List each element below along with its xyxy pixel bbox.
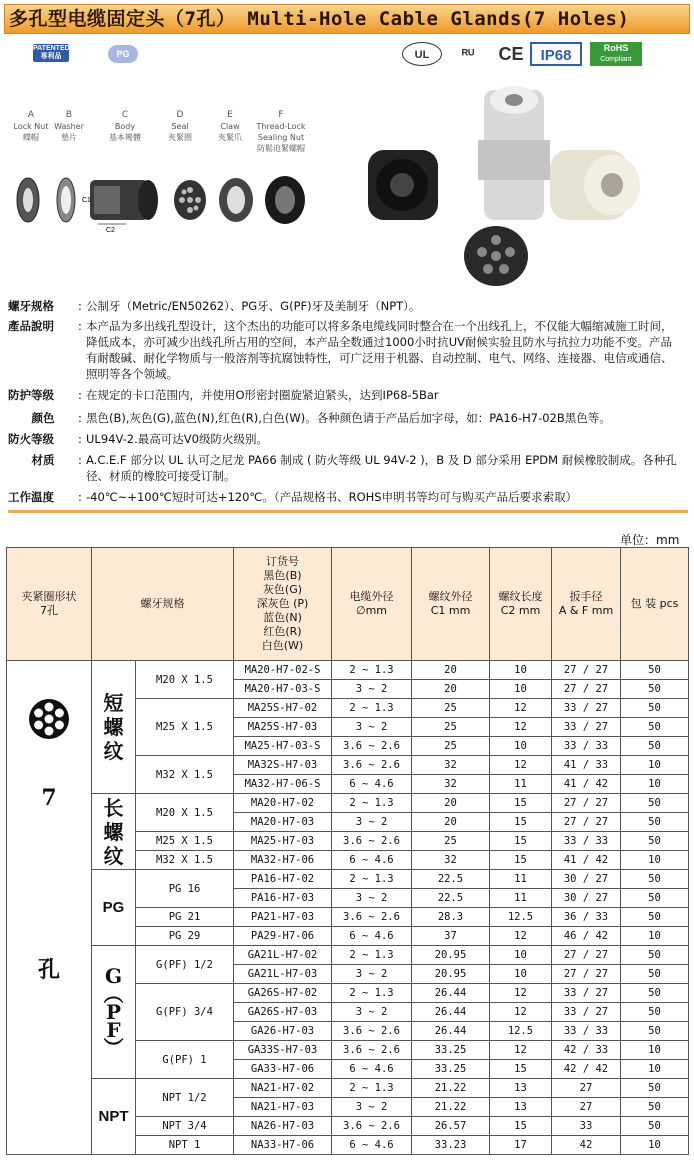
- order-number-cell: GA33-H7-06: [234, 1060, 332, 1079]
- c2-cell: 10: [490, 680, 552, 699]
- pack-cell: 10: [621, 756, 689, 775]
- pack-cell: 10: [621, 775, 689, 794]
- col-pack: 包 装 pcs: [621, 548, 689, 661]
- pack-cell: 50: [621, 1022, 689, 1041]
- thread-spec-cell: NPT 3/4: [136, 1117, 234, 1136]
- c2-cell: 15: [490, 794, 552, 813]
- cable-range-cell: 3 ~ 2: [332, 1003, 412, 1022]
- pack-cell: 50: [621, 813, 689, 832]
- order-number-cell: GA21L-H7-03: [234, 965, 332, 984]
- pack-cell: 10: [621, 1060, 689, 1079]
- c1-cell: 32: [412, 756, 490, 775]
- c1-cell: 33.25: [412, 1041, 490, 1060]
- c1-cell: 26.44: [412, 984, 490, 1003]
- wrench-cell: 33: [552, 1117, 621, 1136]
- wrench-cell: 33 / 27: [552, 984, 621, 1003]
- table-row: [7, 794, 689, 813]
- part-label-a: A Lock Nut 蝶帽: [13, 110, 49, 142]
- c2-cell: 10: [490, 661, 552, 680]
- c2-cell: 12: [490, 718, 552, 737]
- thread-spec-cell: G(PF) 1: [136, 1041, 234, 1079]
- cable-range-cell: 6 ~ 4.6: [332, 1060, 412, 1079]
- order-number-cell: MA20-H7-03-S: [234, 680, 332, 699]
- order-number-cell: MA32-H7-06-S: [234, 775, 332, 794]
- table-row: [7, 870, 689, 889]
- pack-cell: 50: [621, 984, 689, 1003]
- pack-cell: 50: [621, 1098, 689, 1117]
- pack-cell: 50: [621, 1003, 689, 1022]
- wrench-cell: 27: [552, 1079, 621, 1098]
- cable-range-cell: 3 ~ 2: [332, 813, 412, 832]
- thread-spec-cell: M20 X 1.5: [136, 794, 234, 832]
- wrench-cell: 33 / 33: [552, 737, 621, 756]
- cable-range-cell: 2 ~ 1.3: [332, 946, 412, 965]
- cable-range-cell: 6 ~ 4.6: [332, 927, 412, 946]
- thread-spec-cell: M25 X 1.5: [136, 832, 234, 851]
- seven-hole-seal-icon: [27, 697, 71, 741]
- c2-cell: 11: [490, 775, 552, 794]
- order-number-cell: MA32S-H7-03: [234, 756, 332, 775]
- spec-thread-value: 公制牙（Metric/EN50262）、PG牙、G(PF)牙及美制牙（NPT）。: [86, 299, 421, 313]
- col-thread: 螺牙规格: [92, 548, 234, 661]
- col-order: 订货号 黑色(B) 灰色(G) 深灰色 (P) 蓝色(N) 红色(R) 白色(W): [234, 548, 332, 661]
- c2-cell: 15: [490, 813, 552, 832]
- pack-cell: 50: [621, 965, 689, 984]
- wrench-cell: 41 / 42: [552, 851, 621, 870]
- wrench-cell: 27 / 27: [552, 946, 621, 965]
- rohs-cert-line2: Compliant: [600, 56, 632, 63]
- thread-spec-cell: PG 16: [136, 870, 234, 908]
- pack-cell: 50: [621, 737, 689, 756]
- part-label-f: F Thread-Lock Sealing Nut 防鬆迫緊螺帽: [256, 110, 306, 153]
- wrench-cell: 33 / 27: [552, 718, 621, 737]
- pack-cell: 50: [621, 699, 689, 718]
- order-number-cell: MA25-H7-03-S: [234, 737, 332, 756]
- c2-cell: 12: [490, 927, 552, 946]
- cable-range-cell: 3.6 ~ 2.6: [332, 737, 412, 756]
- c2-cell: 15: [490, 832, 552, 851]
- order-number-cell: MA20-H7-03: [234, 813, 332, 832]
- ul-cert-icon: UL: [402, 42, 442, 66]
- cable-range-cell: 3.6 ~ 2.6: [332, 1041, 412, 1060]
- cable-range-cell: 2 ~ 1.3: [332, 794, 412, 813]
- cable-range-cell: 2 ~ 1.3: [332, 870, 412, 889]
- thread-spec-cell: M20 X 1.5: [136, 661, 234, 699]
- pack-cell: 50: [621, 908, 689, 927]
- c1-cell: 21.22: [412, 1098, 490, 1117]
- patent-badge: [33, 44, 69, 62]
- wrench-cell: 27 / 27: [552, 965, 621, 984]
- wrench-cell: 30 / 27: [552, 889, 621, 908]
- c1-cell: 22.5: [412, 870, 490, 889]
- c2-cell: 11: [490, 870, 552, 889]
- order-number-cell: MA20-H7-02: [234, 794, 332, 813]
- spec-color-key: 颜色: [31, 411, 55, 425]
- cable-range-cell: 3 ~ 2: [332, 1098, 412, 1117]
- thread-spec-cell: M25 X 1.5: [136, 699, 234, 756]
- thread-spec-cell: NPT 1: [136, 1136, 234, 1155]
- thread-spec-cell: M32 X 1.5: [136, 851, 234, 870]
- table-row: [7, 1079, 689, 1098]
- cable-range-cell: 2 ~ 1.3: [332, 1079, 412, 1098]
- pack-cell: 50: [621, 680, 689, 699]
- cable-range-cell: 3.6 ~ 2.6: [332, 1022, 412, 1041]
- order-number-cell: MA20-H7-02-S: [234, 661, 332, 680]
- wrench-cell: 27: [552, 1098, 621, 1117]
- wrench-cell: 33 / 27: [552, 1003, 621, 1022]
- c2-cell: 12: [490, 1003, 552, 1022]
- pack-cell: 10: [621, 851, 689, 870]
- order-number-cell: PA16-H7-03: [234, 889, 332, 908]
- wrench-cell: 42: [552, 1136, 621, 1155]
- c2-cell: 11: [490, 889, 552, 908]
- c1-cell: 21.22: [412, 1079, 490, 1098]
- thread-spec-cell: PG 21: [136, 908, 234, 927]
- part-label-b: B Washer 墊片: [54, 110, 84, 142]
- wrench-cell: 27 / 27: [552, 813, 621, 832]
- order-number-cell: PA29-H7-06: [234, 927, 332, 946]
- c1-cell: 33.23: [412, 1136, 490, 1155]
- thread-spec-cell: M32 X 1.5: [136, 756, 234, 794]
- spec-desc-key: 產品說明: [8, 319, 54, 333]
- wrench-cell: 41 / 33: [552, 756, 621, 775]
- c2-cell: 13: [490, 1098, 552, 1117]
- cable-range-cell: 2 ~ 1.3: [332, 661, 412, 680]
- product-photo: [362, 80, 684, 300]
- ur-cert-icon: ᴿᵁ: [461, 46, 475, 62]
- cable-range-cell: 6 ~ 4.6: [332, 1136, 412, 1155]
- thread-spec-cell: NPT 1/2: [136, 1079, 234, 1117]
- ip68-cert-icon: IP68: [530, 42, 582, 66]
- wrench-cell: 46 / 42: [552, 927, 621, 946]
- spec-temp-key: 工作温度: [8, 490, 54, 504]
- spec-fire-key: 防火等级: [8, 432, 54, 446]
- wrench-cell: 27 / 27: [552, 680, 621, 699]
- col-wrench: 扳手径 A & F mm: [552, 548, 621, 661]
- order-number-cell: MA25S-H7-03: [234, 718, 332, 737]
- c2-cell: 15: [490, 851, 552, 870]
- col-c1: 螺纹外径 C1 mm: [412, 548, 490, 661]
- part-label-c: C Body 基本彎體: [109, 110, 141, 142]
- cable-range-cell: 3.6 ~ 2.6: [332, 1117, 412, 1136]
- table-header-row: [7, 548, 689, 661]
- order-number-cell: GA26S-H7-03: [234, 1003, 332, 1022]
- thread-spec-cell: G(PF) 3/4: [136, 984, 234, 1041]
- spec-thread-key: 螺牙规格: [8, 299, 54, 313]
- c1-cell: 32: [412, 775, 490, 794]
- c2-cell: 12.5: [490, 1022, 552, 1041]
- c2-cell: 13: [490, 1079, 552, 1098]
- wrench-cell: 33 / 33: [552, 832, 621, 851]
- c2-cell: 10: [490, 737, 552, 756]
- order-number-cell: PA16-H7-02: [234, 870, 332, 889]
- cable-range-cell: 2 ~ 1.3: [332, 699, 412, 718]
- pack-cell: 50: [621, 889, 689, 908]
- pack-cell: 50: [621, 870, 689, 889]
- c2-cell: 12: [490, 1041, 552, 1060]
- pack-cell: 10: [621, 927, 689, 946]
- group-short: 短 螺 纹: [92, 661, 136, 794]
- order-number-cell: GA26S-H7-02: [234, 984, 332, 1003]
- c1-cell: 20.95: [412, 946, 490, 965]
- order-number-cell: MA32-H7-06: [234, 851, 332, 870]
- spec-temp-value: -40℃~+100℃短时可达+120℃。（产品规格书、ROHS申明书等均可与购买产品后要求索取）: [86, 490, 578, 504]
- c1-cell: 22.5: [412, 889, 490, 908]
- spec-table: [6, 547, 689, 1155]
- c1-cell: 25: [412, 832, 490, 851]
- cable-range-cell: 6 ~ 4.6: [332, 851, 412, 870]
- c1-cell: 20: [412, 794, 490, 813]
- pack-cell: 50: [621, 832, 689, 851]
- unit-label: 单位：mm: [620, 533, 680, 547]
- shape-label-top: 7: [41, 785, 57, 811]
- c2-cell: 12: [490, 756, 552, 775]
- c1-cell: 25: [412, 737, 490, 756]
- c1-cell: 20.95: [412, 965, 490, 984]
- spec-fire-value: UL94V-2.最高可达V0级防火级别。: [86, 432, 268, 446]
- wrench-cell: 33 / 33: [552, 1022, 621, 1041]
- spec-protect-value: 在规定的卡口范围内，并使用O形密封圈旋紧迫紧头，达到IP68-5Bar: [86, 388, 439, 402]
- thread-spec-cell: PG 29: [136, 927, 234, 946]
- pg-badge: PG: [108, 45, 138, 63]
- thread-spec-cell: G(PF) 1/2: [136, 946, 234, 984]
- c1-cell: 26.57: [412, 1117, 490, 1136]
- wrench-cell: 27 / 27: [552, 661, 621, 680]
- c1-cell: 25: [412, 718, 490, 737]
- group-npt: NPT: [92, 1079, 136, 1155]
- shape-cell: [7, 661, 92, 1155]
- ce-cert-icon: CE: [498, 44, 524, 64]
- cable-range-cell: 6 ~ 4.6: [332, 775, 412, 794]
- order-number-cell: MA25S-H7-02: [234, 699, 332, 718]
- spec-desc-value: 本产品为多出线孔型设计，这个杰出的功能可以将多条电缆线同时整合在一个出线孔上，不仅能大幅缩减施工时间，降低成本，亦可减少出线孔所占用的空间，本产品全数通过1000小时抗UV耐候实验且防水与抗拉力功能不变。产品有耐酸碱、耐化学物质与一般溶剂等抗腐蚀特性，可广泛用于机器、自动控制、电气、网络、连接器、电信或通信、照明等各个领域。: [86, 319, 673, 381]
- dim-c2-label: C2: [106, 227, 115, 232]
- pack-cell: 50: [621, 718, 689, 737]
- order-number-cell: NA33-H7-06: [234, 1136, 332, 1155]
- patent-badge-cn: 専利品: [40, 53, 62, 60]
- order-number-cell: NA21-H7-03: [234, 1098, 332, 1117]
- group-pg: PG: [92, 870, 136, 946]
- table-row: [7, 946, 689, 965]
- c2-cell: 12: [490, 984, 552, 1003]
- spec-material-value: A.C.E.F 部分以 UL 认可之尼龙 PA66 制成 ( 防火等级 UL 94V-2 )，B 及 D 部分采用 EPDM 耐候橡胶制成。各种孔径、材质的橡胶可接受订制。: [86, 453, 677, 483]
- c1-cell: 20: [412, 813, 490, 832]
- cable-range-cell: 2 ~ 1.3: [332, 984, 412, 1003]
- pack-cell: 50: [621, 661, 689, 680]
- pack-cell: 50: [621, 794, 689, 813]
- pack-cell: 50: [621, 946, 689, 965]
- pack-cell: 10: [621, 1041, 689, 1060]
- c2-cell: 10: [490, 965, 552, 984]
- c2-cell: 12: [490, 699, 552, 718]
- order-number-cell: GA33S-H7-03: [234, 1041, 332, 1060]
- c1-cell: 26.44: [412, 1022, 490, 1041]
- c2-cell: 15: [490, 1117, 552, 1136]
- wrench-cell: 41 / 42: [552, 775, 621, 794]
- group-gpf: G ︵ P F ︶: [92, 946, 136, 1079]
- c1-cell: 20: [412, 661, 490, 680]
- wrench-cell: 42 / 42: [552, 1060, 621, 1079]
- wrench-cell: 30 / 27: [552, 870, 621, 889]
- c2-cell: 12.5: [490, 908, 552, 927]
- group-long: 长 螺 纹: [92, 794, 136, 870]
- pack-cell: 10: [621, 1136, 689, 1155]
- col-c2: 螺纹长度 C2 mm: [490, 548, 552, 661]
- col-cable: 电缆外径 ∅mm: [332, 548, 412, 661]
- cable-range-cell: 3 ~ 2: [332, 889, 412, 908]
- spec-protect-key: 防护等级: [8, 388, 54, 402]
- part-label-e: E Claw 夾緊爪: [218, 110, 242, 142]
- patent-badge-en: PATENTED: [33, 45, 70, 52]
- cable-range-cell: 3.6 ~ 2.6: [332, 832, 412, 851]
- shape-label-bottom: 孔: [37, 957, 60, 983]
- c2-cell: 15: [490, 1060, 552, 1079]
- order-number-cell: PA21-H7-03: [234, 908, 332, 927]
- table-row: [7, 661, 689, 680]
- spec-color-value: 黑色(B),灰色(G),蓝色(N),红色(R),白色(W)。各种颜色请于产品后加字母，如：PA16-H7-02B黑色等。: [86, 411, 611, 425]
- order-number-cell: GA21L-H7-02: [234, 946, 332, 965]
- exploded-parts-illustration: [8, 172, 312, 232]
- pack-cell: 50: [621, 1079, 689, 1098]
- wrench-cell: 42 / 33: [552, 1041, 621, 1060]
- cable-range-cell: 3 ~ 2: [332, 718, 412, 737]
- order-number-cell: NA26-H7-03: [234, 1117, 332, 1136]
- order-number-cell: GA26-H7-03: [234, 1022, 332, 1041]
- dim-c1-label: C1: [82, 197, 91, 204]
- c1-cell: 26.44: [412, 1003, 490, 1022]
- order-number-cell: MA25-H7-03: [234, 832, 332, 851]
- c1-cell: 28.3: [412, 908, 490, 927]
- part-label-d: D Seal 夾緊圈: [168, 110, 192, 142]
- spec-material-key: 材质: [31, 453, 55, 467]
- c1-cell: 20: [412, 680, 490, 699]
- c2-cell: 17: [490, 1136, 552, 1155]
- wrench-cell: 33 / 27: [552, 699, 621, 718]
- rohs-cert-icon: [590, 42, 642, 66]
- wrench-cell: 27 / 27: [552, 794, 621, 813]
- cable-range-cell: 3.6 ~ 2.6: [332, 756, 412, 775]
- rohs-cert-line1: RoHS: [603, 43, 629, 53]
- cable-range-cell: 3 ~ 2: [332, 680, 412, 699]
- cable-range-cell: 3.6 ~ 2.6: [332, 908, 412, 927]
- c2-cell: 10: [490, 946, 552, 965]
- c1-cell: 25: [412, 699, 490, 718]
- col-shape: 夹紧圈形状 7孔: [7, 548, 92, 661]
- c1-cell: 33.25: [412, 1060, 490, 1079]
- pack-cell: 50: [621, 1117, 689, 1136]
- c1-cell: 37: [412, 927, 490, 946]
- page-title: 多孔型电缆固定头（7孔） Multi-Hole Cable Glands(7 Holes): [4, 4, 690, 34]
- cable-range-cell: 3 ~ 2: [332, 965, 412, 984]
- wrench-cell: 36 / 33: [552, 908, 621, 927]
- order-number-cell: NA21-H7-02: [234, 1079, 332, 1098]
- c1-cell: 32: [412, 851, 490, 870]
- section-divider: [8, 510, 688, 513]
